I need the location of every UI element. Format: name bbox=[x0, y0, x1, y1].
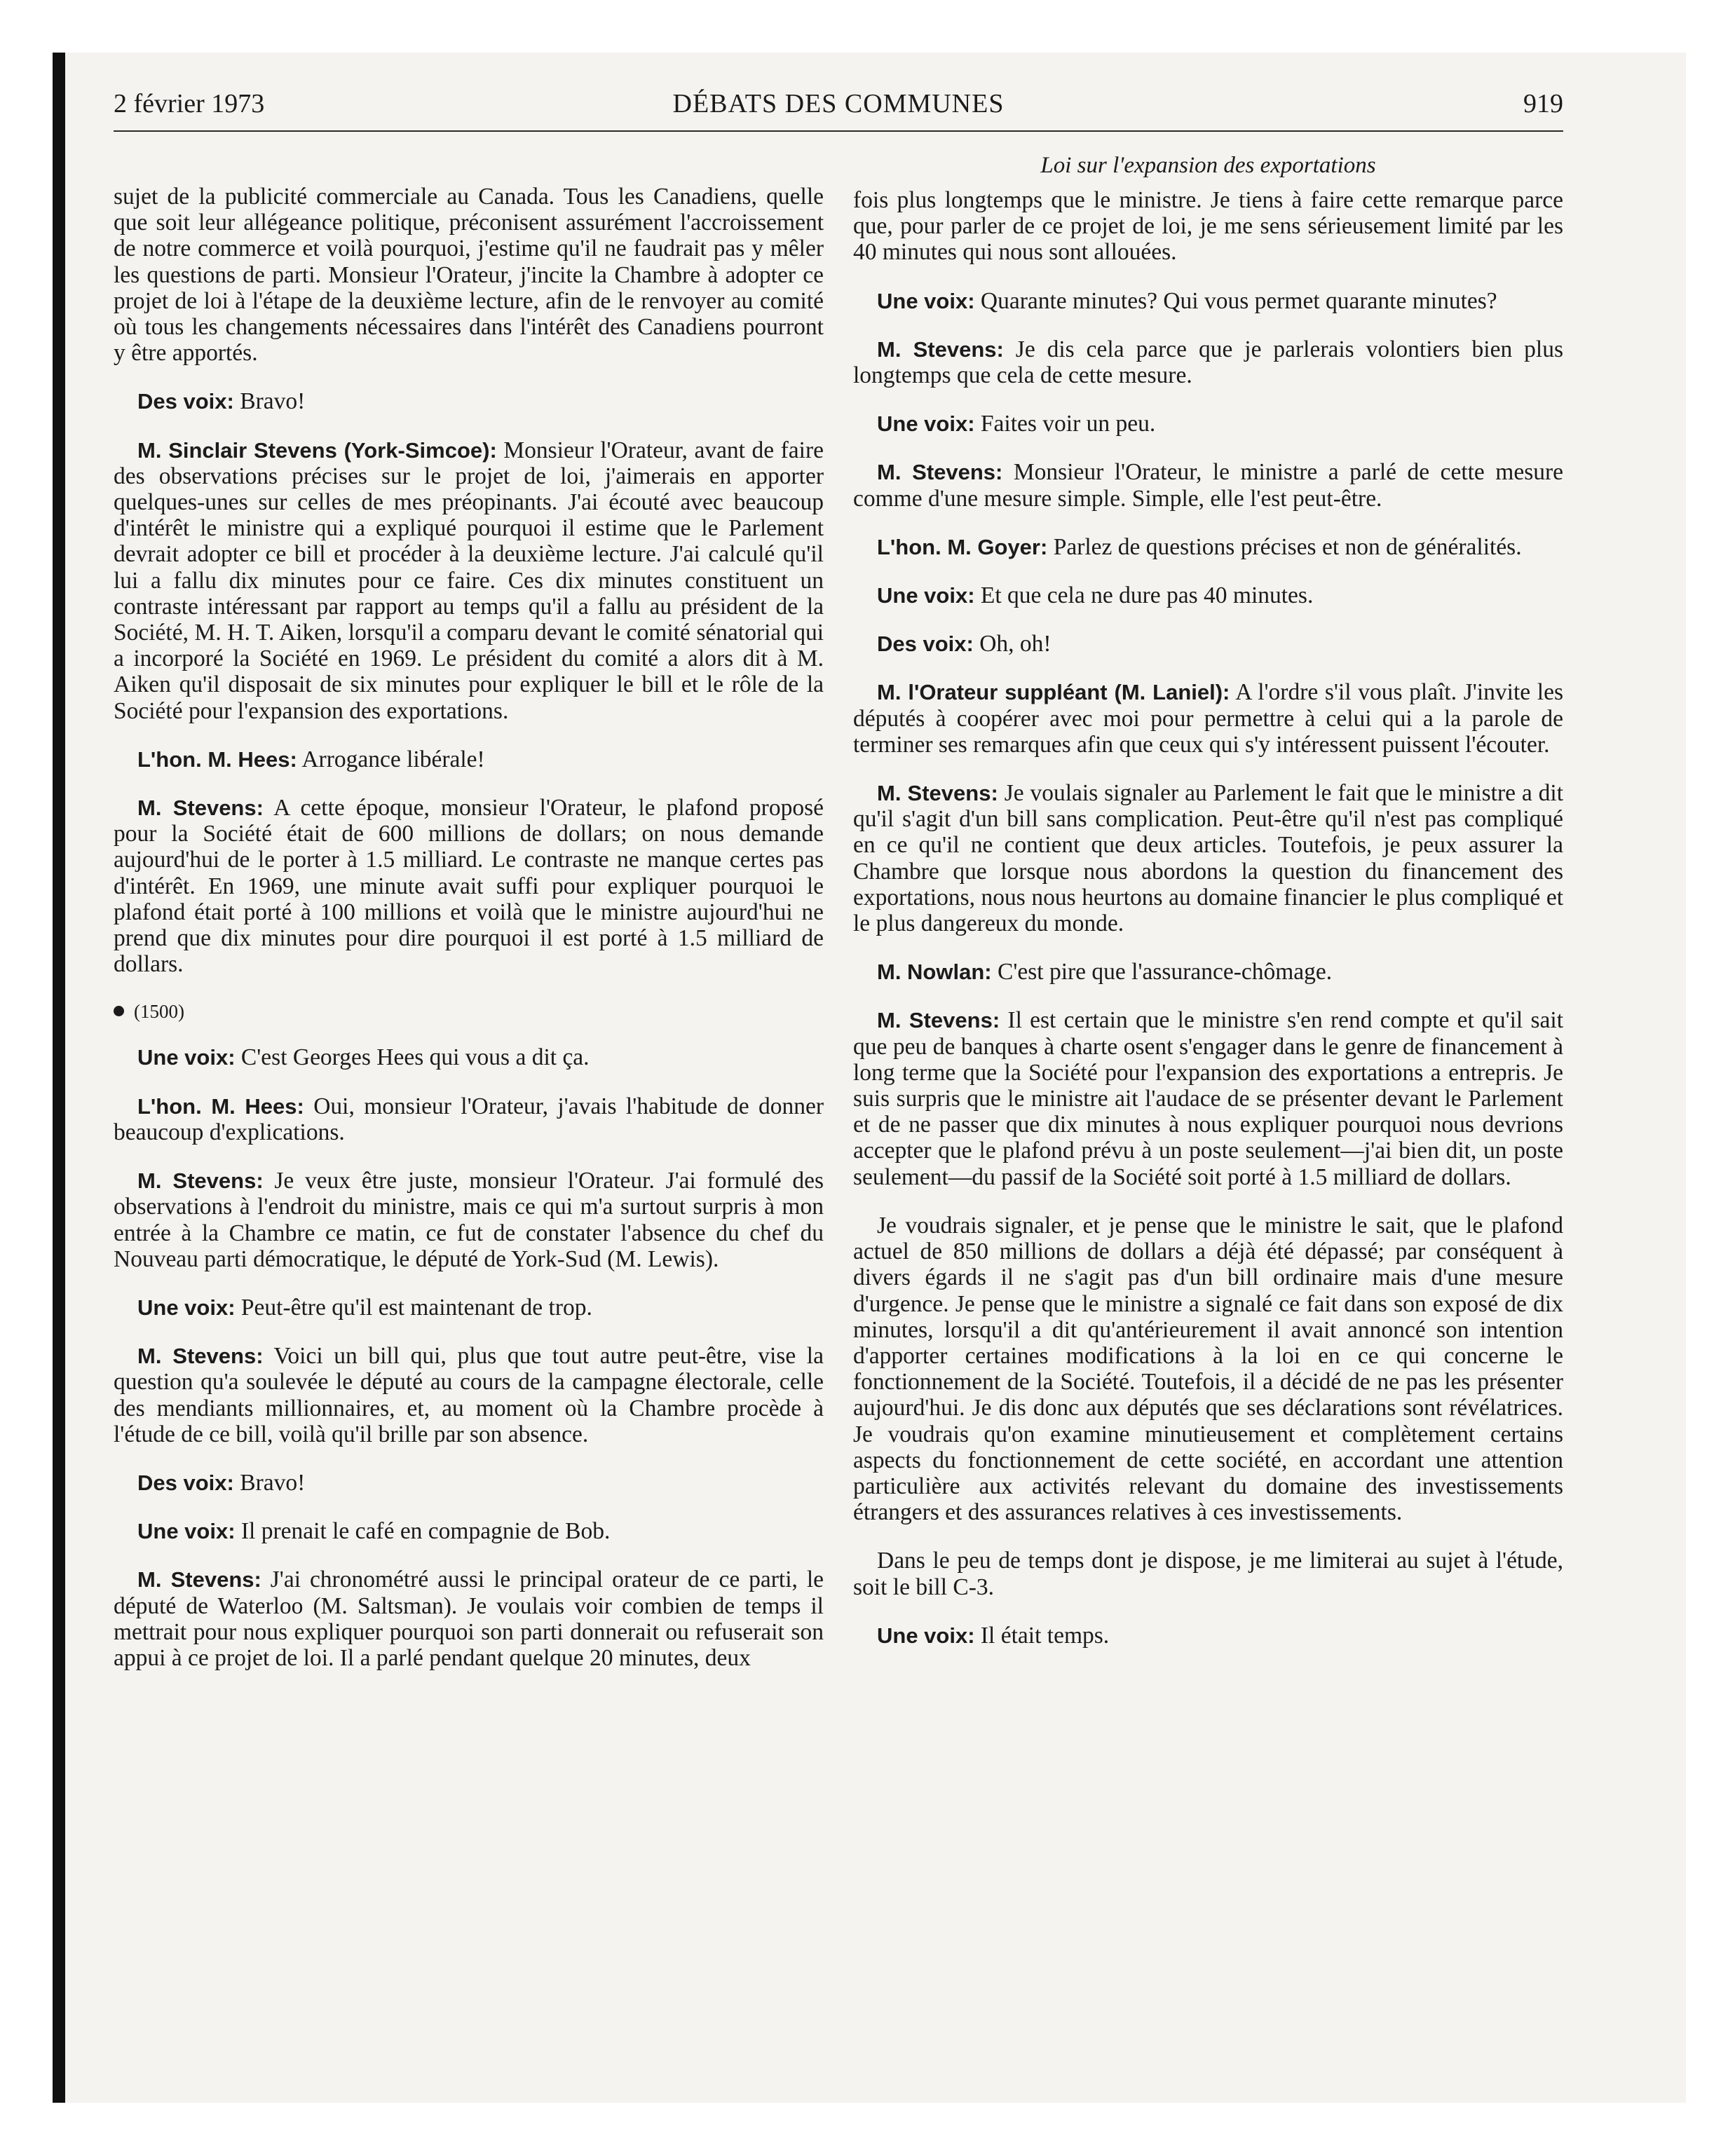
time-marker bbox=[114, 999, 824, 1023]
speaker-name: M. l'Orateur suppléant (M. Laniel): bbox=[877, 680, 1230, 705]
paragraph bbox=[114, 1295, 824, 1321]
speaker-name: M. Stevens: bbox=[877, 781, 998, 806]
paragraph-text: Parlez de questions précises et non de généralités. bbox=[1053, 533, 1522, 560]
speaker-name: M. Sinclair Stevens (York-Simcoe): bbox=[137, 437, 497, 463]
speaker-name: Une voix: bbox=[877, 583, 975, 608]
paragraph-text: J'ai chronométré aussi le principal orateur de ce parti, le député de Waterloo (M. Saltsman). Je voulais voir combien de temps il mettrait pour nous expliquer pourquoi son parti donnerait ou refuserait son appui à ce projet de loi. Il a parlé pendant quelque 20 minutes, deux bbox=[114, 1567, 824, 1671]
paragraph-text: Je dis cela parce que je parlerais volontiers bien plus longtemps que cela de cette mesure. bbox=[853, 336, 1563, 389]
scan-border bbox=[53, 53, 65, 2103]
paragraph bbox=[114, 1168, 824, 1272]
speaker-name: Une voix: bbox=[877, 288, 975, 313]
paragraph bbox=[853, 582, 1563, 608]
speaker-name: M. Stevens: bbox=[877, 1008, 1000, 1033]
paragraph bbox=[114, 746, 824, 772]
paragraph-text: Oh, oh! bbox=[979, 631, 1052, 657]
paragraph-text: sujet de la publicité commerciale au Canada. Tous les Canadiens, quelle que soit leur allégeance politique, préconisent assurément l'accroissement de notre commerce et voilà pourquoi, j'estime qu'il ne faudrait pas y mêler les questions de parti. Monsieur l'Orateur, j'incite la Chambre à adopter ce projet de loi à l'étape de la deuxième lecture, afin de le renvoyer au comité où tous les changements nécessaires dans l'intérêt des Canadiens pourront y être apportés. bbox=[114, 184, 824, 367]
paragraph bbox=[853, 534, 1563, 560]
paragraph bbox=[853, 411, 1563, 437]
paragraph bbox=[114, 1343, 824, 1447]
speaker-name: L'hon. M. Goyer: bbox=[877, 534, 1048, 559]
speaker-name: Une voix: bbox=[877, 1623, 975, 1648]
bullet-icon bbox=[114, 1006, 124, 1016]
paragraph bbox=[853, 631, 1563, 657]
paragraph-text: C'est Georges Hees qui vous a dit ça. bbox=[240, 1044, 590, 1071]
paragraph-text: Il était temps. bbox=[980, 1622, 1110, 1649]
paragraph-text: Je voudrais signaler, et je pense que le ministre le sait, que le plafond actuel de 850 millions de dollars a déjà été dépassé; par conséquent à divers égards il ne s'agit pas d'un bill ordinaire mais d'une mesure d'urgence. Je pense que le ministre a signalé ce fait dans son exposé de dix minutes, lorsqu'il a dit qu'antérieurement il avait annoncé son intention d'apporter certaines modifications à la loi en ce qui concerne le fonctionnement de la Société. Toutefois, il a décidé de ne pas les présenter aujourd'hui. Je dis donc aux députés que ses déclarations sont révélatrices. Je voudrais qu'on examine minutieusement et complètement certains aspects du fonctionnement de cette société, en accordant une attention particulière aux activités relevant du domaine des investissements étrangers et des assurances relatives à ces investissements. bbox=[853, 1212, 1563, 1526]
paragraph bbox=[853, 288, 1563, 314]
paragraph bbox=[853, 1007, 1563, 1189]
speaker-name: Une voix: bbox=[137, 1045, 236, 1070]
paragraph-text: fois plus longtemps que le ministre. Je tiens à faire cette remarque parce que, pour parler de ce projet de loi, je me sens sérieusement limité par les 40 minutes qui nous sont allouées. bbox=[853, 187, 1563, 266]
speaker-name: Une voix: bbox=[877, 411, 975, 437]
speaker-name: L'hon. M. Hees: bbox=[137, 1093, 304, 1119]
page-header bbox=[114, 86, 1563, 132]
speaker-name: Des voix: bbox=[137, 1470, 234, 1495]
paragraph-text: Peut-être qu'il est maintenant de trop. bbox=[240, 1294, 592, 1321]
paragraph bbox=[853, 1548, 1563, 1599]
paragraph-text: Bravo! bbox=[240, 1469, 306, 1496]
paragraph-text: Et que cela ne dure pas 40 minutes. bbox=[980, 582, 1314, 609]
paragraph-text: Il prenait le café en compagnie de Bob. bbox=[240, 1518, 611, 1545]
paragraph bbox=[114, 1567, 824, 1671]
paragraph-text: Faites voir un peu. bbox=[980, 411, 1156, 437]
speaker-name: Des voix: bbox=[877, 632, 974, 657]
paragraph bbox=[853, 780, 1563, 936]
header-date: 2 février 1973 bbox=[114, 89, 265, 118]
paragraph-text: Oui, monsieur l'Orateur, j'avais l'habitude de donner beaucoup d'explications. bbox=[114, 1093, 824, 1145]
paragraph bbox=[114, 184, 824, 366]
page-number: 919 bbox=[1523, 89, 1563, 118]
paragraph-text: C'est pire que l'assurance-chômage. bbox=[997, 959, 1333, 985]
speaker-name: M. Stevens: bbox=[137, 1344, 264, 1369]
left-column bbox=[114, 184, 824, 2006]
speaker-name: Des voix: bbox=[137, 389, 234, 414]
paragraph bbox=[114, 388, 824, 414]
paragraph bbox=[853, 679, 1563, 758]
paragraph-text: Il est certain que le ministre s'en rend compte et qu'il sait que peu de banques à charte osent s'engager dans le genre de financement à long terme que la Société pour l'expansion des exportations a entrepris. Je suis surpris que le ministre ait l'audace de se présenter devant le Parlement et de ne passer que dix minutes à nous expliquer pourquoi nous devrions accepter que le plafond prévu à un poste seulement—j'ai bien dit, un poste seulement—du passif de la Société soit porté à 1.5 milliard de dollars. bbox=[853, 1007, 1563, 1190]
speaker-name: Une voix: bbox=[137, 1519, 236, 1544]
paragraph-text: Dans le peu de temps dont je dispose, je me limiterai au sujet à l'étude, soit le bill C-3. bbox=[853, 1548, 1563, 1600]
paragraph-text: Monsieur l'Orateur, avant de faire des observations précises sur le projet de loi, j'aimerais en apporter quelques-unes sur celles de mes préopinants. J'ai écouté avec beaucoup d'intérêt le ministre qui a expliqué pourquoi il estime que le Parlement devrait adopter ce bill et procéder à la deuxième lecture. J'ai calculé qu'il lui a fallu dix minutes pour ce faire. Ces dix minutes constituent un contraste intéressant par rapport au temps qu'il a fallu au président de la Société, M. H. T. Aiken, lorsqu'il a comparu devant le comité sénatorial qui a incorporé la Société en 1969. Le président du comité a alors dit à M. Aiken qu'il disposait de six minutes pour expliquer le bill et le rôle de la Société pour l'expansion des exportations. bbox=[114, 437, 824, 724]
header-title: DÉBATS DES COMMUNES bbox=[672, 89, 1005, 118]
paragraph bbox=[853, 459, 1563, 511]
paragraph-text: Quarante minutes? Qui vous permet quarante minutes? bbox=[980, 287, 1497, 314]
paragraph bbox=[114, 1518, 824, 1544]
speaker-name: L'hon. M. Hees: bbox=[137, 746, 297, 772]
paragraph bbox=[853, 1623, 1563, 1649]
paragraph bbox=[114, 1470, 824, 1496]
paragraph bbox=[853, 187, 1563, 266]
speaker-name: M. Stevens: bbox=[137, 796, 264, 821]
paragraph-text: Je voulais signaler au Parlement le fait que le ministre a dit qu'il s'agit d'un bill sans complication. Peut-être qu'il n'est pas compliqué en ce qu'il ne contient que deux articles. Toutefois, je peux assurer la Chambre que lorsque nous abordons la question du financement des exportations, nous nous heurtons au domaine financier le plus compliqué et le plus dangereux du monde. bbox=[853, 780, 1563, 937]
paragraph-text: A l'ordre s'il vous plaît. J'invite les députés à coopérer avec moi pour permettre à celui qui a la parole de terminer ses remarques afin que ceux qui s'y intéressent puissent l'écouter. bbox=[853, 679, 1563, 758]
speaker-name: Une voix: bbox=[137, 1295, 236, 1320]
paragraph bbox=[114, 437, 824, 724]
paragraph bbox=[114, 1044, 824, 1070]
paragraph bbox=[853, 1213, 1563, 1525]
paragraph bbox=[853, 959, 1563, 985]
speaker-name: M. Stevens: bbox=[877, 460, 1003, 485]
time-marker-text: (1500) bbox=[134, 1001, 184, 1023]
paragraph bbox=[114, 1093, 824, 1145]
speaker-name: M. Stevens: bbox=[137, 1567, 261, 1592]
subject-heading: Loi sur l'expansion des exportations bbox=[1040, 153, 1376, 178]
speaker-name: M. Nowlan: bbox=[877, 960, 992, 985]
paragraph-text: Bravo! bbox=[240, 388, 306, 415]
paragraph-text: Voici un bill qui, plus que tout autre peut-être, vise la question qu'a soulevée le député au cours de la campagne électorale, celle des mendiants millionnaires, et, au moment où la Chambre procède à l'étude de ce bill, voilà qu'il brille par son absence. bbox=[114, 1343, 824, 1447]
speaker-name: M. Stevens: bbox=[877, 336, 1004, 362]
paragraph bbox=[114, 795, 824, 977]
paragraph-text: Monsieur l'Orateur, le ministre a parlé de cette mesure comme d'une mesure simple. Simple, elle l'est peut-être. bbox=[853, 459, 1563, 512]
paragraph-text: Je veux être juste, monsieur l'Orateur. J'ai formulé des observations à l'endroit du ministre, mais ce qui m'a surtout surpris à mon entrée à la Chambre ce matin, ce fut de constater l'absence du chef du Nouveau parti démocratique, le député de York-Sud (M. Lewis). bbox=[114, 1168, 824, 1272]
speaker-name: M. Stevens: bbox=[137, 1168, 264, 1194]
right-column bbox=[853, 187, 1563, 2010]
paragraph-text: A cette époque, monsieur l'Orateur, le plafond proposé pour la Société était de 600 millions de dollars; on nous demande aujourd'hui de le porter à 1.5 milliard. Le contraste ne manque certes pas d'intérêt. En 1969, une minute avait suffi pour expliquer pourquoi le plafond était porté à 100 millions et voilà que le ministre aujourd'hui ne prend que dix minutes pour dire pourquoi il est porté à 1.5 milliard de dollars. bbox=[114, 795, 824, 978]
paragraph bbox=[853, 336, 1563, 388]
paragraph-text: Arrogance libérale! bbox=[301, 746, 485, 772]
